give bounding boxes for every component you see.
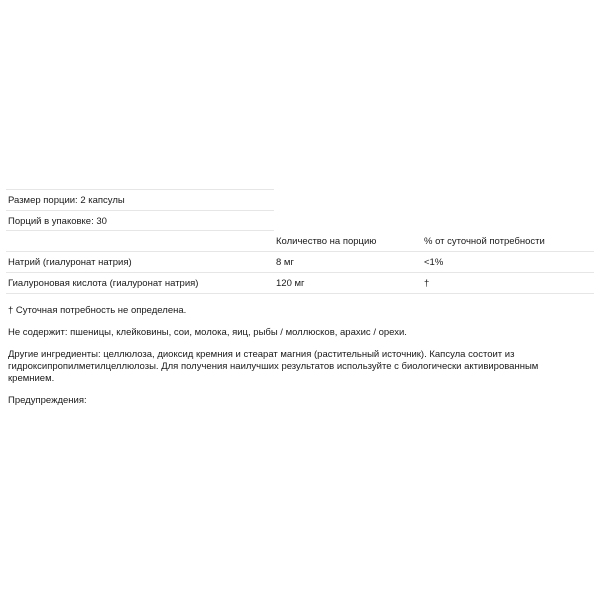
serving-size: Размер порции: 2 капсулы xyxy=(6,189,274,210)
table-row xyxy=(6,252,594,273)
supplement-facts xyxy=(6,189,594,407)
table-header-row xyxy=(6,231,594,252)
nutrient-daily-value: <1% xyxy=(424,257,444,268)
nutrient-amount: 120 мг xyxy=(276,278,305,289)
nutrient-name: Гиалуроновая кислота (гиалуронат натрия) xyxy=(8,278,199,289)
header-daily-value: % от суточной потребности xyxy=(424,236,545,247)
table-row xyxy=(6,273,594,294)
nutrient-amount: 8 мг xyxy=(276,257,294,268)
servings-per-container: Порций в упаковке: 30 xyxy=(6,210,274,231)
warnings-heading: Предупреждения: xyxy=(8,395,87,406)
nutrient-daily-value: † xyxy=(424,278,430,289)
header-amount: Количество на порцию xyxy=(276,236,377,247)
other-ingredients: Другие ингредиенты: целлюлоза, диоксид кремния и стеарат магния (растительный источник). Капсула состоит из гидроксипропилметилцеллюлозы. Для получения наилучших результатов используйте с биологически активированным кремнием. xyxy=(8,349,539,384)
nutrient-name: Натрий (гиалуронат натрия) xyxy=(8,257,132,268)
daily-value-footnote: † Суточная потребность не определена. xyxy=(8,305,187,316)
allergen-statement: Не содержит: пшеницы, клейковины, сои, молока, яиц, рыбы / моллюсков, арахис / орехи. xyxy=(8,327,407,338)
